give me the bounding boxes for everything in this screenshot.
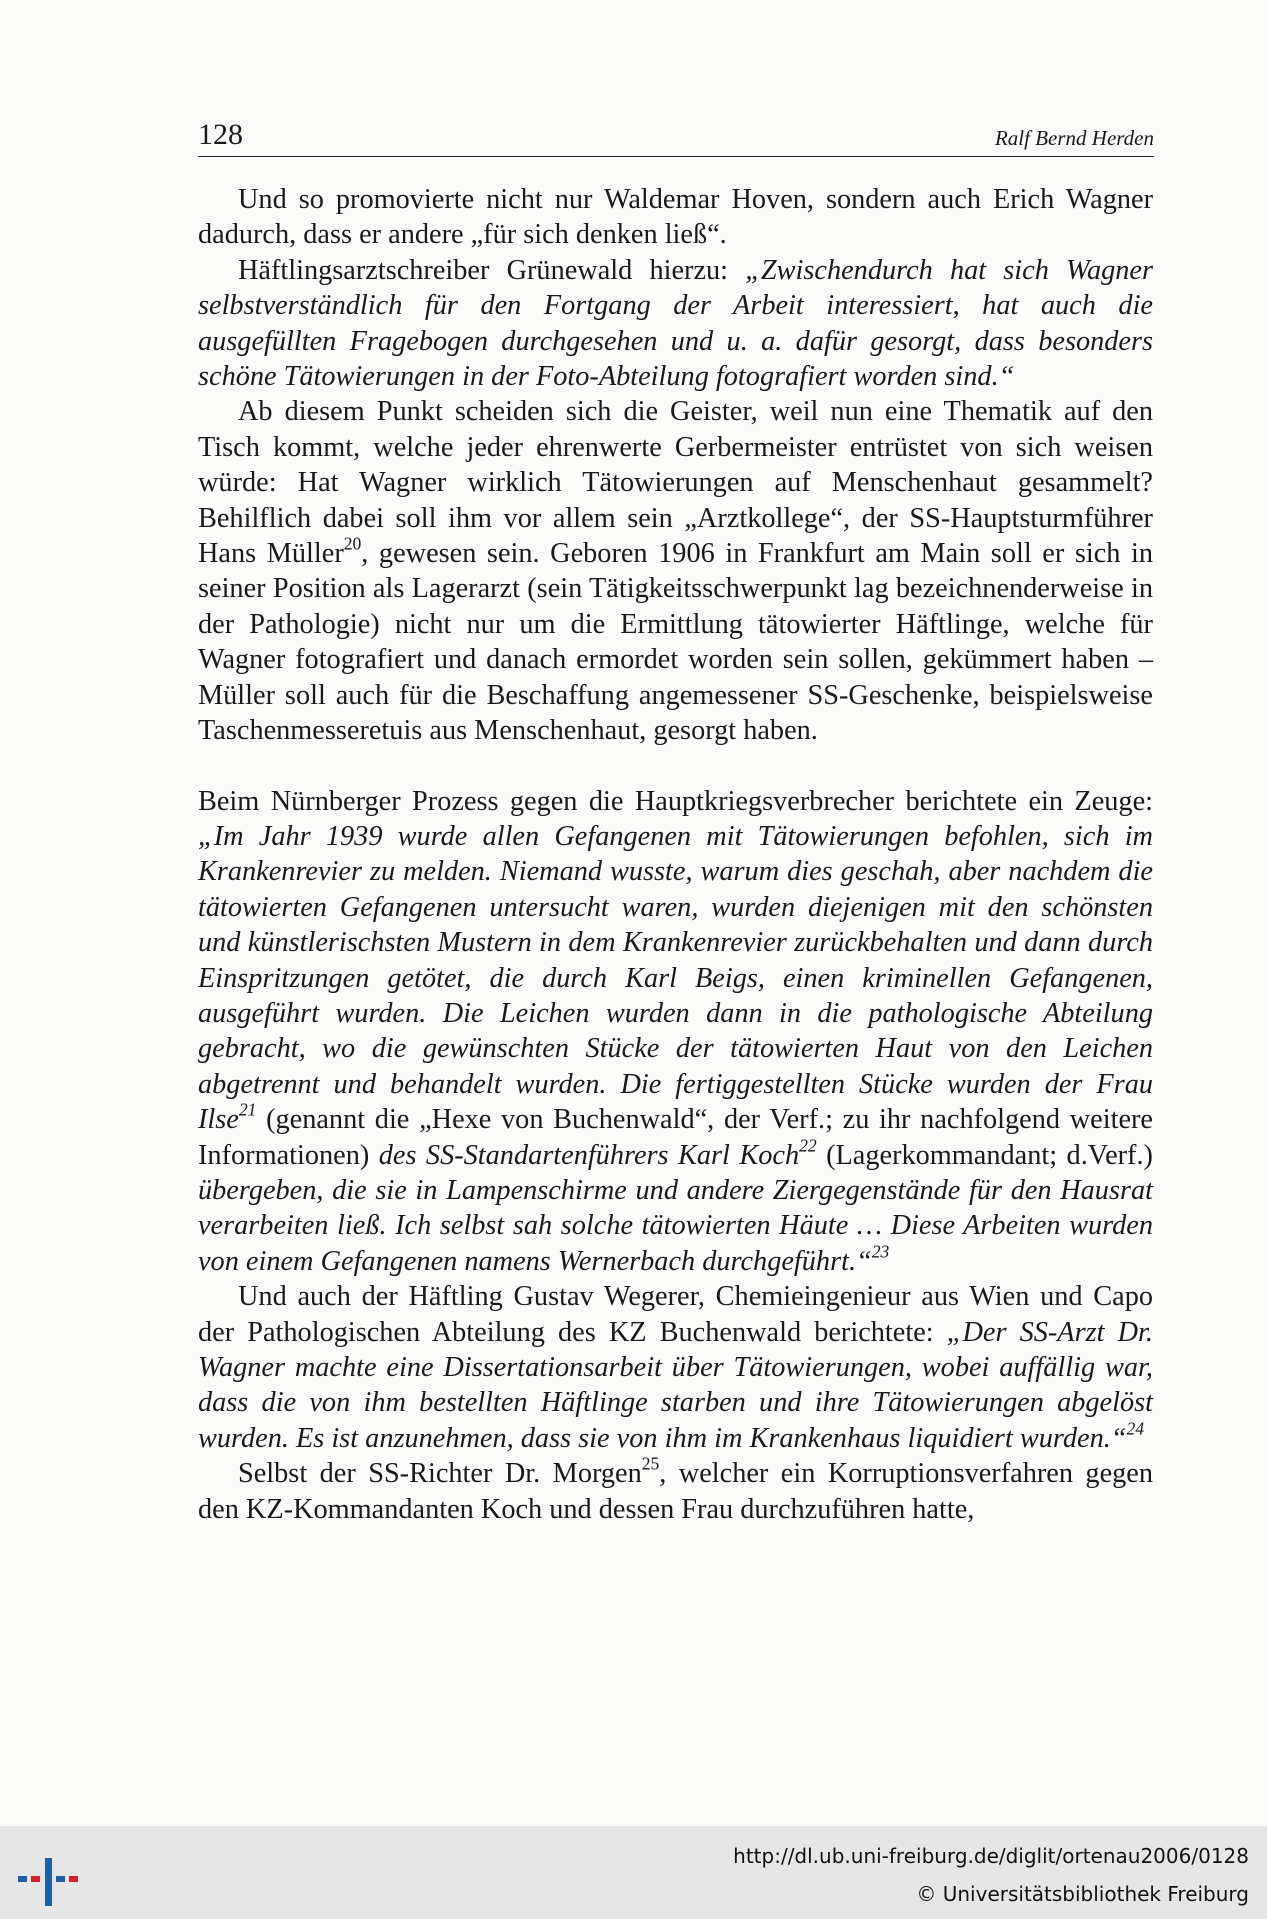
quote: übergeben, die sie in Lampenschirme und andere Ziergegenstände für den Hausrat verarbeiten ließ. Ich selbst sah solche tätowierten Häute … Diese Arbeiten wurden von einem Gefangenen namens Wernerbach durchgeführt.“ — [198, 1174, 1153, 1277]
body-text — [198, 182, 1153, 1527]
footnote-ref: 20 — [343, 533, 362, 554]
paragraph: Beim Nürnberger Prozess gegen die Hauptkriegsverbrecher berichtete ein Zeuge: „Im Jahr 1939 wurde allen Gefangenen mit Tätowierungen befohlen, sich im Krankenrevier zu melden. Niemand wusste, warum dies geschah, aber nachdem die tätowierten Gefangenen untersucht waren, wurden diejenigen mit den schönsten und künstlerischsten Mustern in dem Krankenrevier zurückbehalten und dann durch Einspritzungen getötet, die durch Karl Beigs, einen kriminellen Gefangenen, ausgeführt wurden. Die Leichen wurden dann in die pathologische Abteilung gebracht, wo die gewünschten Stücke der tätowierten Haut von den Leichen abgetrennt und behandelt wurden. Die fertiggestellten Stücke wurden der Frau Ilse$^{21}$ (genannt die „Hexe von Buchenwald“, der Verf.; zu ihr nachfolgend weitere Informationen) des SS-Standartenführers Karl Koch$^{22}$ (Lagerkommandant; d.Verf.) übergeben, die sie in Lampenschirme und andere Ziergegenstände für den Hausrat verarbeiten ließ. Ich selbst sah solche tätowierten Häute … Diese Arbeiten wurden von einem Gefangenen namens Wernerbach durchgeführt.“$^{23}$ — [198, 785, 1153, 1277]
paragraph: Und so promovierte nicht nur Waldemar Hoven, sondern auch Erich Wagner dadurch, dass er andere „für sich denken ließ“. — [198, 184, 1153, 251]
ub-freiburg-logo-icon — [16, 1848, 82, 1908]
footnote-ref: 22 — [799, 1134, 817, 1155]
quote: des SS-Standartenführers Karl Koch — [378, 1139, 800, 1171]
paragraph: Selbst der SS-Richter Dr. Morgen$^{25}$, welcher ein Korruptionsverfahren gegen den KZ-Kommandanten Koch und dessen Frau durchzuführen hatte, — [198, 1453, 1153, 1525]
footnote-ref: 23 — [871, 1241, 890, 1262]
section-gap — [198, 749, 1153, 784]
footnote-ref: 24 — [1126, 1418, 1145, 1439]
paragraph: Und auch der Häftling Gustav Wegerer, Chemieingenieur aus Wien und Capo der Pathologischen Abteilung des KZ Buchenwald berichtete: „Der SS-Arzt Dr. Wagner machte eine Dissertationsarbeit über Tätowierungen, wobei auffällig war, dass die von ihm bestellten Häftlinge starben und ihre Tätowierungen abgelöst wurden. Es ist anzunehmen, dass sie von ihm im Krankenhaus liquidiert wurden.“$^{24}$ — [198, 1281, 1153, 1454]
quote: „Im Jahr 1939 wurde allen Gefangenen mit Tätowierungen befohlen, sich im Krankenrevier zu melden. Niemand wusste, warum dies geschah, aber nachdem die tätowierten Gefangenen untersucht waren, wurden diejenigen mit den schönsten und künstlerischsten Mustern in dem Krankenrevier zurückbehalten und dann durch Einspritzungen getötet, die durch Karl Beigs, einen kriminellen Gefangenen, ausgeführt wurden. Die Leichen wurden dann in die pathologische Abteilung gebracht, wo die gewünschten Stücke der tätowierten Haut von den Leichen abgetrennt und behandelt wurden. Die fertiggestellten Stücke wurden der Frau Ilse — [198, 820, 1153, 1136]
quote: „Zwischendurch hat sich Wagner selbstverständlich für den Fortgang der Arbeit interessiert, hat auch die ausgefüllten Fragebogen durchgesehen und u. a. dafür gesorgt, dass besonders schöne Tätowierungen in der Foto-Abteilung fotografiert worden sind.“ — [198, 254, 1154, 393]
viewer-footer — [0, 1826, 1267, 1919]
page-header — [198, 118, 1154, 157]
footnote-ref: 21 — [238, 1099, 257, 1120]
paragraph: Ab diesem Punkt scheiden sich die Geister, weil nun eine Thematik auf den Tisch kommt, welche jeder ehrenwerte Gerbermeister entrüstet von sich weisen würde: Hat Wagner wirklich Tätowierungen auf Menschenhaut gesammelt? Behilflich dabei soll ihm vor allem sein „Arztkollege“, der SS-Hauptsturmführer Hans Müller$^{20}$, gewesen sein. Geboren 1906 in Frankfurt am Main soll er sich in seiner Position als Lagerarzt (sein Tätigkeitsschwerpunkt lag bezeichnenderweise in der Pathologie) nicht nur um die Ermittlung tätowierter Häftlinge, welche für Wagner fotografiert und danach ermordet worden sein sollen, gekümmert haben – Müller soll auch für die Beschaffung angemessener SS-Geschenke, beispielsweise Taschenmesseretuis aus Menschenhaut, gesorgt haben. — [198, 396, 1153, 747]
page-number: 128 — [198, 118, 243, 151]
footnote-ref: 25 — [641, 1453, 660, 1474]
quote: „Der SS-Arzt Dr. Wagner machte eine Dissertationsarbeit über Tätowierungen, wobei auffällig war, dass die von ihm bestellten Häftlinge starben und ihre Tätowierungen abgelöst wurden. Es ist anzunehmen, dass sie von ihm im Krankenhaus liquidiert wurden.“ — [198, 1316, 1153, 1454]
copyright-notice: © Universitätsbibliothek Freiburg — [916, 1882, 1249, 1906]
running-head-author: Ralf Bernd Herden — [994, 126, 1154, 150]
paragraph: Häftlingsarztschreiber Grünewald hierzu: „Zwischendurch hat sich Wagner selbstverständlich für den Fortgang der Arbeit interessiert, hat auch die ausgefüllten Fragebogen durchgesehen und u. a. dafür gesorgt, dass besonders schöne Tätowierungen in der Foto-Abteilung fotografiert worden sind.“ — [198, 254, 1154, 393]
permalink[interactable]: http://dl.ub.uni-freiburg.de/diglit/ortenau2006/0128 — [733, 1844, 1249, 1868]
